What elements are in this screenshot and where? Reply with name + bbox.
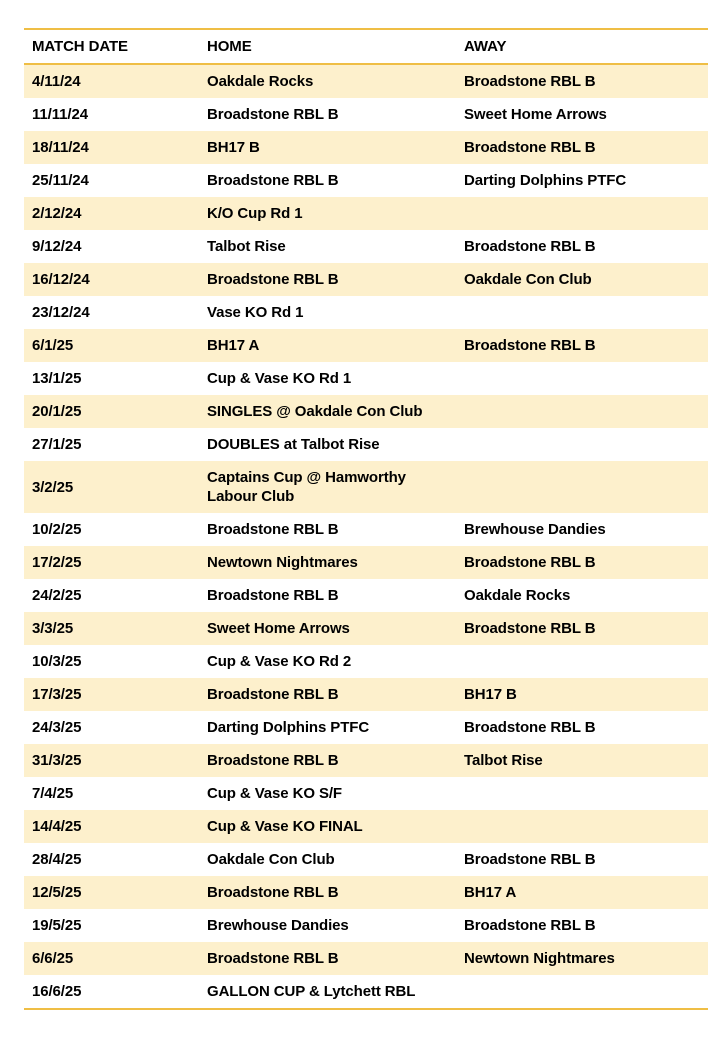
table-row	[24, 942, 708, 975]
away-cell: Newtown Nightmares	[464, 950, 615, 967]
match-date-cell: 3/2/25	[32, 478, 74, 496]
home-cell: Brewhouse Dandies	[207, 917, 349, 934]
home-cell: Cup & Vase KO Rd 2	[207, 653, 352, 670]
home-cell: Sweet Home Arrows	[207, 620, 350, 637]
away-cell: Oakdale Rocks	[464, 587, 571, 604]
home-cell: Talbot Rise	[207, 238, 286, 255]
home-cell: SINGLES @ Oakdale Con Club	[207, 403, 423, 420]
home-cell: Broadstone RBL B	[207, 271, 339, 288]
away-cell: Broadstone RBL B	[464, 337, 596, 354]
match-date-cell: 18/11/24	[32, 139, 89, 156]
home-cell: DOUBLES at Talbot Rise	[207, 436, 380, 453]
header-row	[24, 29, 708, 64]
match-date-cell: 17/2/25	[32, 554, 82, 571]
table-row	[24, 744, 708, 777]
home-cell: BH17 B	[207, 139, 260, 156]
away-cell: Sweet Home Arrows	[464, 106, 607, 123]
away-cell	[456, 777, 708, 810]
home-cell: Cup & Vase KO FINAL	[207, 818, 363, 835]
table-row	[24, 64, 708, 98]
away-cell	[456, 395, 708, 428]
table-row	[24, 876, 708, 909]
match-date-cell: 12/5/25	[32, 884, 82, 901]
match-date-cell: 27/1/25	[32, 436, 82, 453]
fixtures-table	[24, 28, 708, 1010]
home-cell: Cup & Vase KO S/F	[207, 785, 342, 802]
match-date-cell: 3/3/25	[32, 620, 74, 637]
match-date-cell: 31/3/25	[32, 752, 82, 769]
match-date-cell: 2/12/24	[32, 205, 82, 222]
match-date-cell: 6/1/25	[32, 337, 74, 354]
away-cell	[456, 362, 708, 395]
match-date-cell: 13/1/25	[32, 370, 82, 387]
home-cell: Captains Cup @ Hamworthy Labour Club	[207, 469, 406, 505]
table-row	[24, 810, 708, 843]
table-row	[24, 428, 708, 461]
match-date-cell: 16/12/24	[32, 271, 90, 288]
table-row	[24, 546, 708, 579]
match-date-cell: 25/11/24	[32, 172, 89, 189]
away-cell: Brewhouse Dandies	[464, 521, 606, 538]
home-cell: Broadstone RBL B	[207, 752, 339, 769]
away-cell	[456, 810, 708, 843]
column-header-match-date: MATCH DATE	[24, 29, 199, 64]
home-cell: K/O Cup Rd 1	[207, 205, 303, 222]
table-row	[24, 645, 708, 678]
table-row	[24, 843, 708, 876]
table-row	[24, 362, 708, 395]
match-date-cell: 28/4/25	[32, 851, 82, 868]
away-cell: Broadstone RBL B	[464, 73, 596, 90]
table-row	[24, 678, 708, 711]
table-row	[24, 197, 708, 230]
table-row	[24, 230, 708, 263]
away-cell	[456, 461, 708, 513]
home-cell: Darting Dolphins PTFC	[207, 719, 370, 736]
home-cell: GALLON CUP & Lytchett RBL	[207, 983, 416, 1000]
away-cell: BH17 A	[464, 884, 517, 901]
away-cell	[456, 197, 708, 230]
away-cell: BH17 B	[464, 686, 517, 703]
away-cell: Broadstone RBL B	[464, 238, 596, 255]
match-date-cell: 16/6/25	[32, 983, 82, 1000]
home-cell: BH17 A	[207, 337, 260, 354]
away-cell: Broadstone RBL B	[464, 139, 596, 156]
away-cell	[456, 296, 708, 329]
away-cell: Talbot Rise	[464, 752, 543, 769]
away-cell	[456, 645, 708, 678]
home-cell: Vase KO Rd 1	[207, 304, 304, 321]
table-row	[24, 296, 708, 329]
table-row	[24, 131, 708, 164]
table-row	[24, 975, 708, 1009]
home-cell: Broadstone RBL B	[207, 884, 339, 901]
home-cell: Broadstone RBL B	[207, 587, 339, 604]
away-cell: Broadstone RBL B	[464, 620, 596, 637]
home-cell: Broadstone RBL B	[207, 172, 339, 189]
fixtures-table-body	[24, 64, 708, 1009]
match-date-cell: 17/3/25	[32, 686, 82, 703]
table-row	[24, 461, 708, 513]
home-cell: Cup & Vase KO Rd 1	[207, 370, 352, 387]
column-header-home: HOME	[199, 29, 456, 64]
home-cell: Broadstone RBL B	[207, 106, 339, 123]
table-row	[24, 329, 708, 362]
home-cell: Oakdale Rocks	[207, 73, 314, 90]
match-date-cell: 7/4/25	[32, 785, 74, 802]
match-date-cell: 11/11/24	[32, 106, 88, 123]
away-cell: Oakdale Con Club	[464, 271, 592, 288]
away-cell: Darting Dolphins PTFC	[464, 172, 627, 189]
match-date-cell: 10/2/25	[32, 521, 82, 538]
table-row	[24, 164, 708, 197]
home-cell: Broadstone RBL B	[207, 521, 339, 538]
column-header-away: AWAY	[456, 29, 708, 64]
match-date-cell: 10/3/25	[32, 653, 82, 670]
table-row	[24, 777, 708, 810]
home-cell: Newtown Nightmares	[207, 554, 358, 571]
table-row	[24, 579, 708, 612]
match-date-cell: 24/2/25	[32, 587, 82, 604]
fixtures-table-header	[24, 29, 708, 64]
match-date-cell: 20/1/25	[32, 403, 82, 420]
table-row	[24, 909, 708, 942]
match-date-cell: 14/4/25	[32, 818, 82, 835]
away-cell	[456, 428, 708, 461]
match-date-cell: 6/6/25	[32, 950, 74, 967]
away-cell: Broadstone RBL B	[464, 851, 596, 868]
match-date-cell: 9/12/24	[32, 238, 82, 255]
away-cell: Broadstone RBL B	[464, 917, 596, 934]
table-row	[24, 612, 708, 645]
match-date-cell: 23/12/24	[32, 304, 90, 321]
away-cell: Broadstone RBL B	[464, 719, 596, 736]
away-cell: Broadstone RBL B	[464, 554, 596, 571]
table-row	[24, 711, 708, 744]
table-row	[24, 395, 708, 428]
match-date-cell: 4/11/24	[32, 73, 81, 90]
table-row	[24, 513, 708, 546]
table-row	[24, 98, 708, 131]
home-cell: Oakdale Con Club	[207, 851, 335, 868]
away-cell	[456, 975, 708, 1009]
table-row	[24, 263, 708, 296]
match-date-cell: 24/3/25	[32, 719, 82, 736]
home-cell: Broadstone RBL B	[207, 950, 339, 967]
match-date-cell: 19/5/25	[32, 917, 82, 934]
home-cell: Broadstone RBL B	[207, 686, 339, 703]
